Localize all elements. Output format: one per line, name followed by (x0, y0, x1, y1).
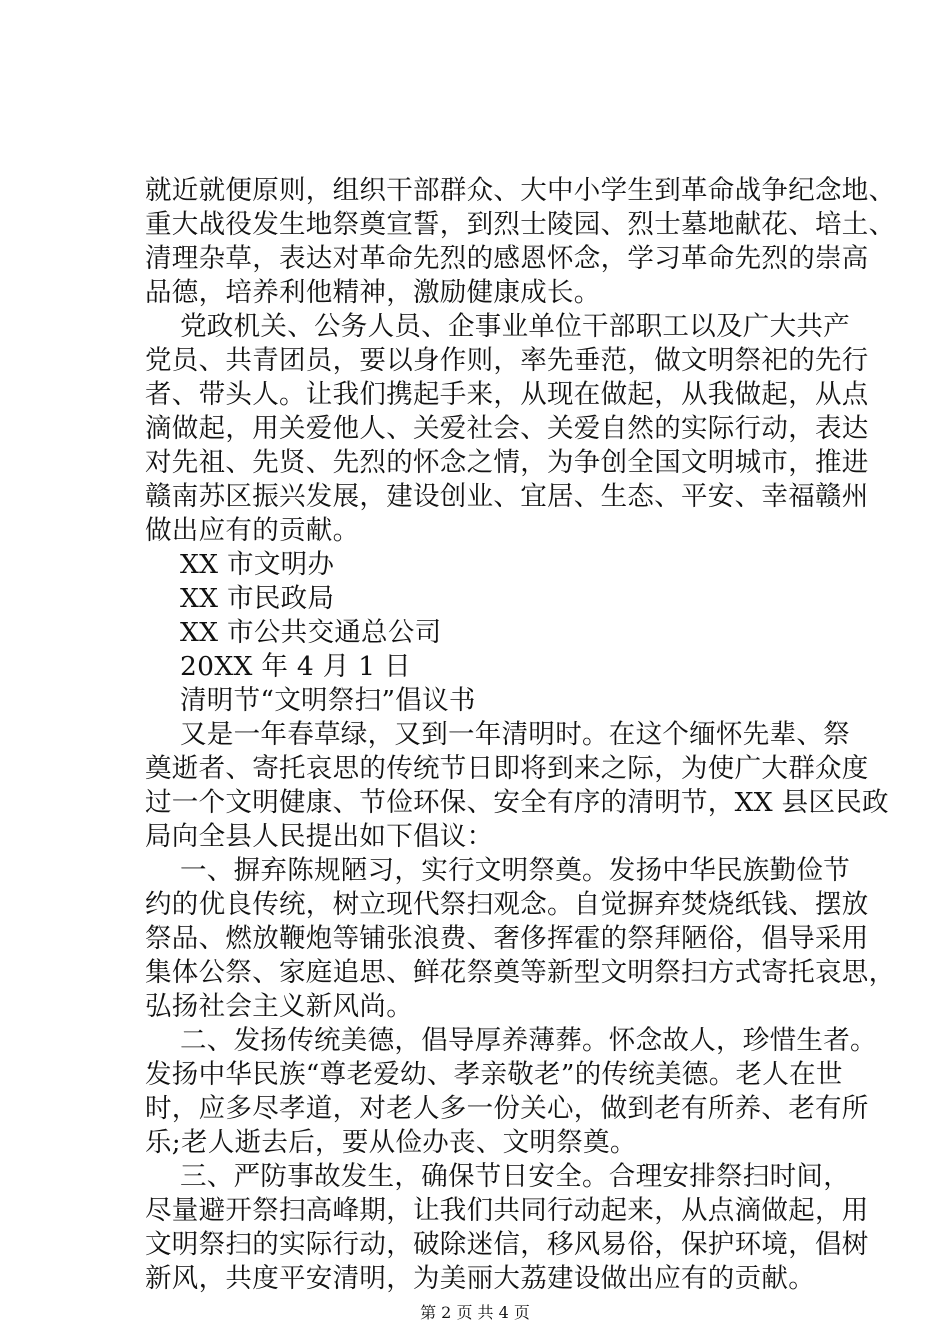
signature-org-line: XX 市公共交通总公司 (180, 617, 442, 648)
text-line: 乐;老人逝去后，要从俭办丧、文明祭奠。 (145, 1127, 637, 1158)
text-line: 奠逝者、寄托哀思的传统节日即将到来之际，为使广大群众度 (145, 753, 869, 784)
text-line: 又是一年春草绿，又到一年清明时。在这个缅怀先辈、祭 (180, 719, 850, 750)
text-line: 祭品、燃放鞭炮等铺张浪费、奢侈挥霍的祭拜陋俗，倡导采用 (145, 923, 869, 954)
text-line: 重大战役发生地祭奠宣誓，到烈士陵园、烈士墓地献花、培土、 (145, 209, 896, 240)
text-line: 一、摒弃陈规陋习，实行文明祭奠。发扬中华民族勤俭节 (180, 855, 850, 886)
text-line: 二、发扬传统美德，倡导厚养薄葬。怀念故人，珍惜生者。 (180, 1025, 877, 1056)
text-line: 三、严防事故发生，确保节日安全。合理安排祭扫时间， (180, 1161, 850, 1192)
text-line: 过一个文明健康、节俭环保、安全有序的清明节，XX 县区民政 (145, 787, 889, 818)
signature-org-line: XX 市民政局 (180, 583, 335, 614)
text-line: 党员、共青团员，要以身作则，率先垂范，做文明祭祀的先行 (145, 345, 869, 376)
text-line: 约的优良传统，树立现代祭扫观念。自觉摒弃焚烧纸钱、摆放 (145, 889, 869, 920)
page-number-footer: 第 2 页 共 4 页 (420, 1303, 530, 1322)
text-line: 弘扬社会主义新风尚。 (145, 991, 413, 1022)
text-line: 做出应有的贡献。 (145, 515, 360, 546)
text-line: 发扬中华民族“尊老爱幼、孝亲敬老”的传统美德。老人在世 (145, 1059, 843, 1090)
section-title: 清明节“文明祭扫”倡议书 (180, 685, 476, 716)
text-line: 党政机关、公务人员、企事业单位干部职工以及广大共产 (180, 311, 850, 342)
text-line: 尽量避开祭扫高峰期，让我们共同行动起来，从点滴做起，用 (145, 1195, 869, 1226)
text-line: 清理杂草，表达对革命先烈的感恩怀念，学习革命先烈的崇高 (145, 243, 869, 274)
text-line: 者、带头人。让我们携起手来，从现在做起，从我做起，从点 (145, 379, 869, 410)
text-line: 品德，培养利他精神，激励健康成长。 (145, 277, 601, 308)
text-line: 就近就便原则，组织干部群众、大中小学生到革命战争纪念地、 (145, 175, 896, 206)
text-line: 文明祭扫的实际行动，破除迷信，移风易俗，保护环境，倡树 (145, 1229, 869, 1260)
text-line: 时，应多尽孝道，对老人多一份关心，做到老有所养、老有所 (145, 1093, 869, 1124)
text-line: 新风，共度平安清明，为美丽大荔建设做出应有的贡献。 (145, 1263, 815, 1294)
text-line: 对先祖、先贤、先烈的怀念之情，为争创全国文明城市，推进 (145, 447, 869, 478)
signature-date: 20XX 年 4 月 1 日 (180, 651, 411, 682)
signature-org-line: XX 市文明办 (180, 549, 335, 580)
text-line: 赣南苏区振兴发展，建设创业、宜居、生态、平安、幸福赣州 (145, 481, 869, 512)
text-line: 集体公祭、家庭追思、鲜花祭奠等新型文明祭扫方式寄托哀思， (145, 957, 896, 988)
text-line: 滴做起，用关爱他人、关爱社会、关爱自然的实际行动，表达 (145, 413, 869, 444)
text-line: 局向全县人民提出如下倡议： (145, 821, 494, 852)
